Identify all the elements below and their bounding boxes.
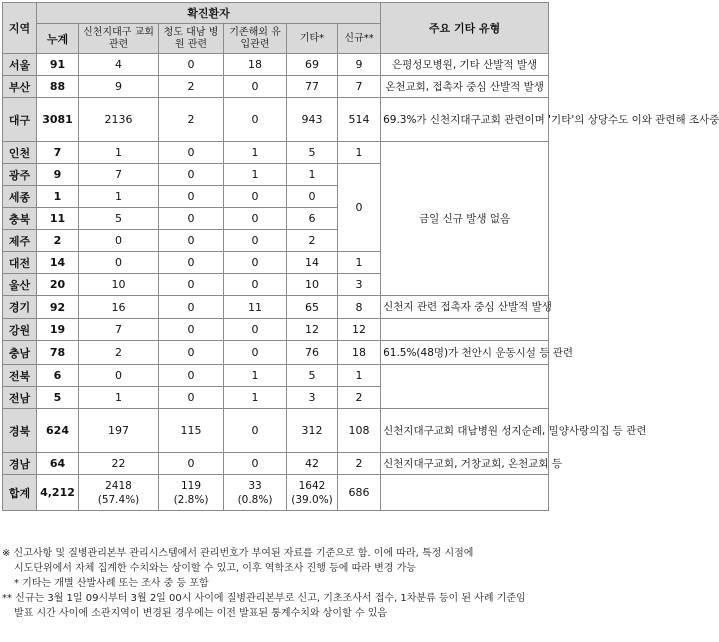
cheongdo-cell: 0 xyxy=(159,252,224,274)
sum-cheongdo-cell xyxy=(159,475,224,511)
shincheonji-cell: 10 xyxy=(79,274,159,296)
total-cell: 624 xyxy=(37,409,79,453)
other-cell: 12 xyxy=(287,319,338,341)
cheongdo-cell: 0 xyxy=(159,142,224,164)
shincheonji-cell: 7 xyxy=(79,319,159,341)
region-cell: 강원 xyxy=(3,319,37,341)
header-region: 지역 xyxy=(3,3,37,54)
other-cell: 65 xyxy=(287,296,338,319)
sum-row xyxy=(3,475,549,511)
other-cell: 14 xyxy=(287,252,338,274)
overseas-cell: 1 xyxy=(224,365,287,387)
total-cell: 14 xyxy=(37,252,79,274)
overseas-cell: 0 xyxy=(224,409,287,453)
region-cell: 부산 xyxy=(3,76,37,98)
total-cell: 78 xyxy=(37,341,79,365)
cheongdo-cell: 0 xyxy=(159,387,224,409)
footnote-basis-cont: 시도단위에서 자체 집계한 수치와는 상이할 수 있고, 이후 역학조사 진행 등에 따라 변경 가능 xyxy=(14,563,416,574)
shincheonji-cell: 9 xyxy=(79,76,159,98)
table-row xyxy=(3,98,549,142)
region-cell: 충남 xyxy=(3,341,37,365)
sum-other-cell xyxy=(287,475,338,511)
region-cell: 충북 xyxy=(3,208,37,230)
overseas-cell: 0 xyxy=(224,341,287,365)
shincheonji-cell: 2 xyxy=(79,341,159,365)
sum-cheongdo-pct: (2.8%) xyxy=(173,493,209,506)
note-cell xyxy=(381,365,549,409)
new-cell: 18 xyxy=(338,341,381,365)
new-cell: 1 xyxy=(338,252,381,274)
note-cell xyxy=(381,319,549,341)
note-cell: 신천지대구교회, 거창교회, 온천교회 등 xyxy=(381,453,549,475)
table-row xyxy=(3,142,549,164)
sum-shincheonji-value: 2418 xyxy=(105,479,132,492)
cheongdo-cell: 0 xyxy=(159,453,224,475)
note-cell: 은평성모병원, 기타 산발적 발생 xyxy=(381,54,549,76)
cheongdo-cell: 0 xyxy=(159,296,224,319)
other-cell: 42 xyxy=(287,453,338,475)
overseas-cell: 0 xyxy=(224,274,287,296)
cheongdo-cell: 0 xyxy=(159,274,224,296)
table-row xyxy=(3,341,549,365)
overseas-cell: 0 xyxy=(224,453,287,475)
note-cell: 69.3%가 신천지대구교회 관련이며 '기타'의 상당수도 이와 관련해 조사중 xyxy=(381,98,549,142)
sum-other-pct: (39.0%) xyxy=(291,493,333,506)
cheongdo-cell: 2 xyxy=(159,76,224,98)
other-cell: 5 xyxy=(287,365,338,387)
shincheonji-cell: 1 xyxy=(79,387,159,409)
note-cell: 61.5%(48명)가 천안시 운동시설 등 관련 xyxy=(381,341,549,365)
total-cell: 1 xyxy=(37,186,79,208)
table-row xyxy=(3,365,549,387)
overseas-cell: 0 xyxy=(224,319,287,341)
other-cell: 0 xyxy=(287,186,338,208)
region-cell: 세종 xyxy=(3,186,37,208)
other-cell: 3 xyxy=(287,387,338,409)
cheongdo-cell: 2 xyxy=(159,98,224,142)
other-cell: 2 xyxy=(287,230,338,252)
note-cell: 신천지 관련 접촉자 중심 산발적 발생 xyxy=(381,296,549,319)
confirmed-cases-table xyxy=(2,2,719,511)
new-cell: 2 xyxy=(338,387,381,409)
table-row xyxy=(3,54,549,76)
region-cell: 전북 xyxy=(3,365,37,387)
other-cell: 5 xyxy=(287,142,338,164)
note-cell-no-new-cases: 금일 신규 발생 없음 xyxy=(381,142,549,296)
new-cell: 7 xyxy=(338,76,381,98)
header-new: 신규** xyxy=(338,24,381,54)
shincheonji-cell: 0 xyxy=(79,365,159,387)
shincheonji-cell: 1 xyxy=(79,186,159,208)
total-cell: 64 xyxy=(37,453,79,475)
region-cell: 제주 xyxy=(3,230,37,252)
total-cell: 92 xyxy=(37,296,79,319)
other-cell: 69 xyxy=(287,54,338,76)
header-total: 누계 xyxy=(37,24,79,54)
table-row xyxy=(3,409,549,453)
other-cell: 77 xyxy=(287,76,338,98)
total-cell: 2 xyxy=(37,230,79,252)
region-cell: 인천 xyxy=(3,142,37,164)
shincheonji-cell: 16 xyxy=(79,296,159,319)
region-cell: 서울 xyxy=(3,54,37,76)
table-row xyxy=(3,76,549,98)
overseas-cell: 0 xyxy=(224,186,287,208)
other-cell: 10 xyxy=(287,274,338,296)
total-cell: 5 xyxy=(37,387,79,409)
overseas-cell: 0 xyxy=(224,208,287,230)
overseas-cell: 0 xyxy=(224,76,287,98)
region-cell: 울산 xyxy=(3,274,37,296)
overseas-cell: 1 xyxy=(224,142,287,164)
sum-total-cell: 4,212 xyxy=(37,475,79,511)
new-cell: 514 xyxy=(338,98,381,142)
cheongdo-cell: 0 xyxy=(159,230,224,252)
sum-shincheonji-pct: (57.4%) xyxy=(97,493,140,506)
region-cell: 대구 xyxy=(3,98,37,142)
header-overseas: 기존해외 유입관련 xyxy=(224,24,287,54)
sum-overseas-value: 33 xyxy=(248,479,262,492)
sum-other-value: 1642 xyxy=(298,479,326,492)
cheongdo-cell: 0 xyxy=(159,341,224,365)
new-cell: 2 xyxy=(338,453,381,475)
header-shincheonji: 신천지대구 교회 관련 xyxy=(79,24,159,54)
total-cell: 6 xyxy=(37,365,79,387)
other-cell: 6 xyxy=(287,208,338,230)
shincheonji-cell: 197 xyxy=(79,409,159,453)
other-cell: 943 xyxy=(287,98,338,142)
new-cell: 3 xyxy=(338,274,381,296)
sum-shincheonji-cell xyxy=(79,475,159,511)
total-cell: 88 xyxy=(37,76,79,98)
header-row-1 xyxy=(3,3,549,24)
new-cell: 9 xyxy=(338,54,381,76)
cheongdo-cell: 0 xyxy=(159,164,224,186)
new-cell: 1 xyxy=(338,365,381,387)
total-cell: 7 xyxy=(37,142,79,164)
shincheonji-cell: 0 xyxy=(79,252,159,274)
cheongdo-cell: 0 xyxy=(159,186,224,208)
total-cell: 11 xyxy=(37,208,79,230)
shincheonji-cell: 0 xyxy=(79,230,159,252)
footnote-other: * 기타는 개별 산발사례 또는 조사 중 등 포함 xyxy=(14,578,209,589)
cheongdo-cell: 0 xyxy=(159,319,224,341)
total-cell: 19 xyxy=(37,319,79,341)
header-other: 기타* xyxy=(287,24,338,54)
cheongdo-cell: 0 xyxy=(159,208,224,230)
overseas-cell: 0 xyxy=(224,252,287,274)
region-cell: 대전 xyxy=(3,252,37,274)
total-cell: 20 xyxy=(37,274,79,296)
note-cell: 온천교회, 접촉자 중심 산발적 발생 xyxy=(381,76,549,98)
new-cell: 8 xyxy=(338,296,381,319)
cheongdo-cell: 115 xyxy=(159,409,224,453)
sum-overseas-pct: (0.8%) xyxy=(237,493,273,506)
sum-cheongdo-value: 119 xyxy=(180,479,202,492)
overseas-cell: 0 xyxy=(224,230,287,252)
cheongdo-cell: 0 xyxy=(159,54,224,76)
total-cell: 9 xyxy=(37,164,79,186)
shincheonji-cell: 5 xyxy=(79,208,159,230)
region-cell: 광주 xyxy=(3,164,37,186)
new-cell: 12 xyxy=(338,319,381,341)
other-cell: 312 xyxy=(287,409,338,453)
other-cell: 76 xyxy=(287,341,338,365)
region-cell: 경남 xyxy=(3,453,37,475)
overseas-cell: 1 xyxy=(224,164,287,186)
header-main-type: 주요 기타 유형 xyxy=(381,3,549,54)
overseas-cell: 18 xyxy=(224,54,287,76)
shincheonji-cell: 22 xyxy=(79,453,159,475)
overseas-cell: 11 xyxy=(224,296,287,319)
table-row xyxy=(3,296,549,319)
shincheonji-cell: 4 xyxy=(79,54,159,76)
table-row xyxy=(3,453,549,475)
shincheonji-cell: 1 xyxy=(79,142,159,164)
overseas-cell: 0 xyxy=(224,98,287,142)
footnotes xyxy=(2,546,548,621)
footnote-new-cont: 발표 시간 사이에 소관지역이 변경된 경우에는 이전 발표된 통계수치와 상이할 수 있음 xyxy=(14,608,388,619)
sum-note-cell xyxy=(381,475,549,511)
shincheonji-cell: 2136 xyxy=(79,98,159,142)
region-cell: 경기 xyxy=(3,296,37,319)
note-cell: 신천지대구교회 대남병원 성지순례, 밀양사랑의집 등 관련 xyxy=(381,409,549,453)
sum-new-cell: 686 xyxy=(338,475,381,511)
cheongdo-cell: 0 xyxy=(159,365,224,387)
total-cell: 3081 xyxy=(37,98,79,142)
region-cell: 경북 xyxy=(3,409,37,453)
region-cell: 전남 xyxy=(3,387,37,409)
sum-overseas-cell xyxy=(224,475,287,511)
total-cell: 91 xyxy=(37,54,79,76)
new-cell: 1 xyxy=(338,142,381,164)
table-row xyxy=(3,319,549,341)
new-cell: 108 xyxy=(338,409,381,453)
other-cell: 1 xyxy=(287,164,338,186)
sum-region-cell: 합계 xyxy=(3,475,37,511)
header-confirmed-group: 확진환자 xyxy=(37,3,381,24)
footnote-new: ** 신규는 3월 1일 09시부터 3월 2일 00시 사이에 질병관리본부로 신고, 기초조사서 접수, 1차분류 등이 된 사례 기준임 xyxy=(2,593,526,604)
header-cheongdo: 청도 대남 병원 관련 xyxy=(159,24,224,54)
footnote-basis: ※ 신고사항 및 질병관리본부 관리시스템에서 관리번호가 부여된 자료를 기준으로 함. 이에 따라, 특정 시점에 xyxy=(2,548,474,559)
new-cell-merged: 0 xyxy=(338,164,381,252)
shincheonji-cell: 7 xyxy=(79,164,159,186)
overseas-cell: 1 xyxy=(224,387,287,409)
